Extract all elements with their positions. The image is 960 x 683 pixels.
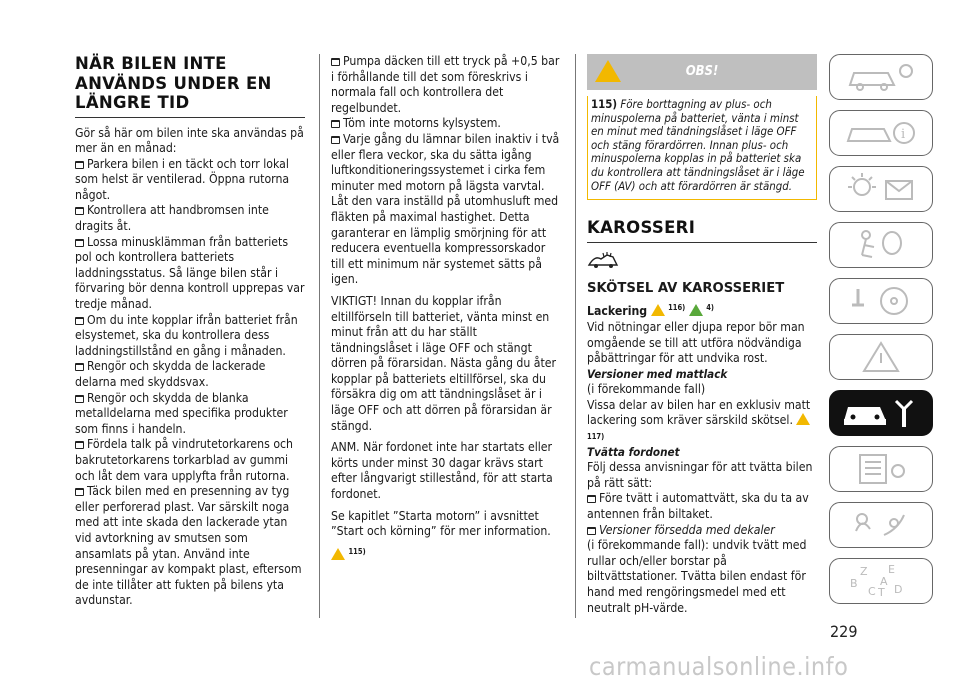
list-item: Rengör och skydda de blanka metalldelarna med specifika produkter som finns i handeln. — [75, 390, 288, 436]
warning-reference: 117) — [587, 432, 605, 442]
column-divider — [575, 54, 576, 618]
paragraph: (i förekommande fall) — [587, 382, 706, 397]
column-1 — [75, 54, 305, 609]
tab-index[interactable] — [829, 558, 933, 604]
paragraph: Vissa delar av bilen har en exklusiv matt lackering som kräver särskild skötsel. — [587, 397, 811, 428]
paragraph: Följ dessa anvisningar för att tvätta bilen på rätt sätt: — [587, 460, 813, 490]
lackering-label: Lackering $^{116)}$ $^{4)}$ — [587, 303, 714, 319]
warning-icon — [331, 548, 345, 560]
svg-text:E: E — [888, 563, 895, 576]
tab-specifications[interactable] — [829, 446, 933, 492]
bullet-icon — [587, 495, 596, 503]
svg-text:B: B — [850, 577, 858, 590]
svg-text:D: D — [894, 583, 903, 596]
page-number: 229 — [830, 622, 858, 641]
list-item: Parkera bilen i en täckt och torr lokal som helst är ventilerad. Öppna rutorna något. — [75, 156, 290, 202]
list-item: Töm inte motorns kylsystem. — [331, 116, 561, 132]
sub-heading: SKÖTSEL AV KAROSSERIET — [587, 280, 785, 296]
intro-text: Gör så här om bilen inte ska användas på mer än en månad: — [75, 125, 304, 156]
svg-text:T: T — [878, 586, 885, 599]
list-item: Kontrollera att handbromsen inte dragits åt. — [75, 203, 269, 234]
bullet-icon — [75, 488, 84, 496]
heading-rule — [587, 242, 817, 243]
car-dashboard-icon — [838, 59, 924, 95]
bullet-icon — [75, 239, 84, 247]
tab-multimedia[interactable] — [829, 502, 933, 548]
heading-rule — [75, 117, 305, 118]
obs-header: OBS! — [587, 54, 817, 90]
bullet-icon — [331, 136, 340, 144]
note-text: ANM. När fordonet inte har startats eller körts under minst 30 dagar krävs start efter långvarigt stillestånd, för att starta fordonet. — [331, 440, 553, 502]
warning-icon — [796, 413, 810, 425]
bullet-icon — [331, 120, 340, 128]
list-item: Fördela talk på vindrutetorkarens och bakrutetorkarens torkarblad av gummi och låt dem vara upplyfta från rutorna. — [75, 437, 294, 483]
bullet-icon — [587, 527, 596, 535]
bullet-icon — [75, 317, 84, 325]
tab-dashboard[interactable] — [829, 54, 933, 100]
svg-text:C: C — [868, 585, 876, 598]
alphabet-index-icon — [838, 563, 924, 599]
svg-text:Z: Z — [860, 565, 868, 578]
section-heading: NÄR BILEN INTE ANVÄNDS UNDER EN LÄNGRE TID — [75, 54, 272, 112]
list-item: Pumpa däcken till ett tryck på +0,5 bar i förhållande till det som föreskrivs i normala fall och kontrollera det regelbundet. — [331, 54, 560, 115]
warning-icon — [651, 304, 665, 316]
tab-info[interactable] — [829, 110, 933, 156]
list-item: Versioner försedda med dekaler (i förekommande fall): undvik tvätt med rullar och/eller borstar på biltvättstationer. Tvätta bilen endast för hand med rengöringsmedel med ett neutralt pH-värde. — [587, 522, 807, 615]
see-chapter-text: Se kapitlet ”Starta motorn” i avsnittet ”Start och körning” för mer information. — [331, 508, 551, 539]
warning-light-icon — [838, 171, 924, 207]
tab-emergency[interactable] — [829, 334, 933, 380]
bullet-icon — [75, 161, 84, 169]
multimedia-icon — [838, 507, 924, 543]
warning-reference: 115) — [331, 544, 561, 564]
car-care-icon — [587, 251, 817, 269]
tab-warning-lights[interactable] — [829, 166, 933, 212]
wash-title: Tvätta fordonet — [587, 444, 680, 459]
column-2 — [331, 54, 561, 563]
karosseri-heading: KAROSSERI — [587, 218, 696, 238]
list-item: Före tvätt i automattvätt, ska du ta av antennen från biltaket. — [587, 491, 809, 522]
tab-driving[interactable] — [829, 278, 933, 324]
obs-box: 115) Före borttagning av plus- och minuspolerna på batteriet, vänta i minst en minut med tändningslåset i läge OFF och stäng förardörren. Innan plus- och minuspolerna kopplas in på batteriet ska du kontrollera att tändningslåset är i läge OFF (AV) och att förardörren är stängd. — [587, 96, 817, 200]
column-3 — [587, 54, 817, 616]
paragraph: Vid nötningar eller djupa repor bör man omgående se till att utföra nödvändiga påbättringar för att undvika rost. — [587, 319, 805, 366]
airbag-person-icon — [838, 227, 924, 263]
svg-text:A: A — [880, 575, 888, 588]
important-note: VIKTIGT! Innan du kopplar ifrån eltillförseln till batteriet, vänta minst en minut från att du har ställt tändningslåset i läge OFF och stängt dörren på förarsidan. Nästa gång du åter kopplar på batteriets eltillförsel, ska du försäkra dig om att tändningslåset är i läge OFF och att dörren på förarsidan är stängd. — [331, 293, 557, 433]
warning-triangle-icon — [838, 339, 924, 375]
list-item: Rengör och skydda de lackerade delarna med skyddsvax. — [75, 359, 266, 389]
column-divider — [319, 54, 320, 618]
tab-safety[interactable] — [829, 222, 933, 268]
specifications-icon — [838, 451, 924, 487]
svg-text:i: i — [901, 127, 906, 142]
bullet-icon — [75, 207, 84, 215]
car-wrench-icon — [838, 395, 924, 431]
bullet-icon — [75, 363, 84, 371]
steering-fuel-icon — [838, 283, 924, 319]
watermark: carmanualsonline.info — [589, 652, 849, 681]
bullet-icon — [75, 441, 84, 449]
bullet-icon — [331, 58, 340, 66]
list-item: Varje gång du lämnar bilen inaktiv i två eller flera veckor, ska du sätta igång luftkonditioneringssystemet i cirka fem minuter med motorn på lägsta varvtal. Låt den vara inställd på utomhusluft med fläkten på maximal hastighet. Detta garanterar en lämplig smörjning för att reducera eventuella kompressorskador till ett minimum när systemet sätts på igen. — [331, 131, 560, 287]
list-item: Lossa minusklämman från batteriets pol och kontrollera batteriets laddningsstatus. Så länge bilen står i förvaring bör denna kontroll upprepas var tredje månad. — [75, 234, 305, 312]
tab-maintenance[interactable] — [829, 390, 933, 436]
versions-matte-title: Versioner med mattlack — [587, 366, 728, 381]
info-icon — [838, 115, 924, 151]
bullet-icon — [75, 395, 84, 403]
environment-icon — [689, 304, 703, 316]
list-item: Om du inte kopplar ifrån batteriet från elsystemet, ska du kontrollera dess laddningstillstånd en gång i månaden. — [75, 312, 298, 358]
list-item: Täck bilen med en presenning av tyg eller perforerad plast. Var särskilt noga med att inte skada den lackerade ytan vid avtorkning av smutsen som ansamlats på ytan. Använd inte presenningar av kompakt plast, eftersom de inte tillåter att fukten på bilens yta avdunstar. — [75, 484, 302, 608]
